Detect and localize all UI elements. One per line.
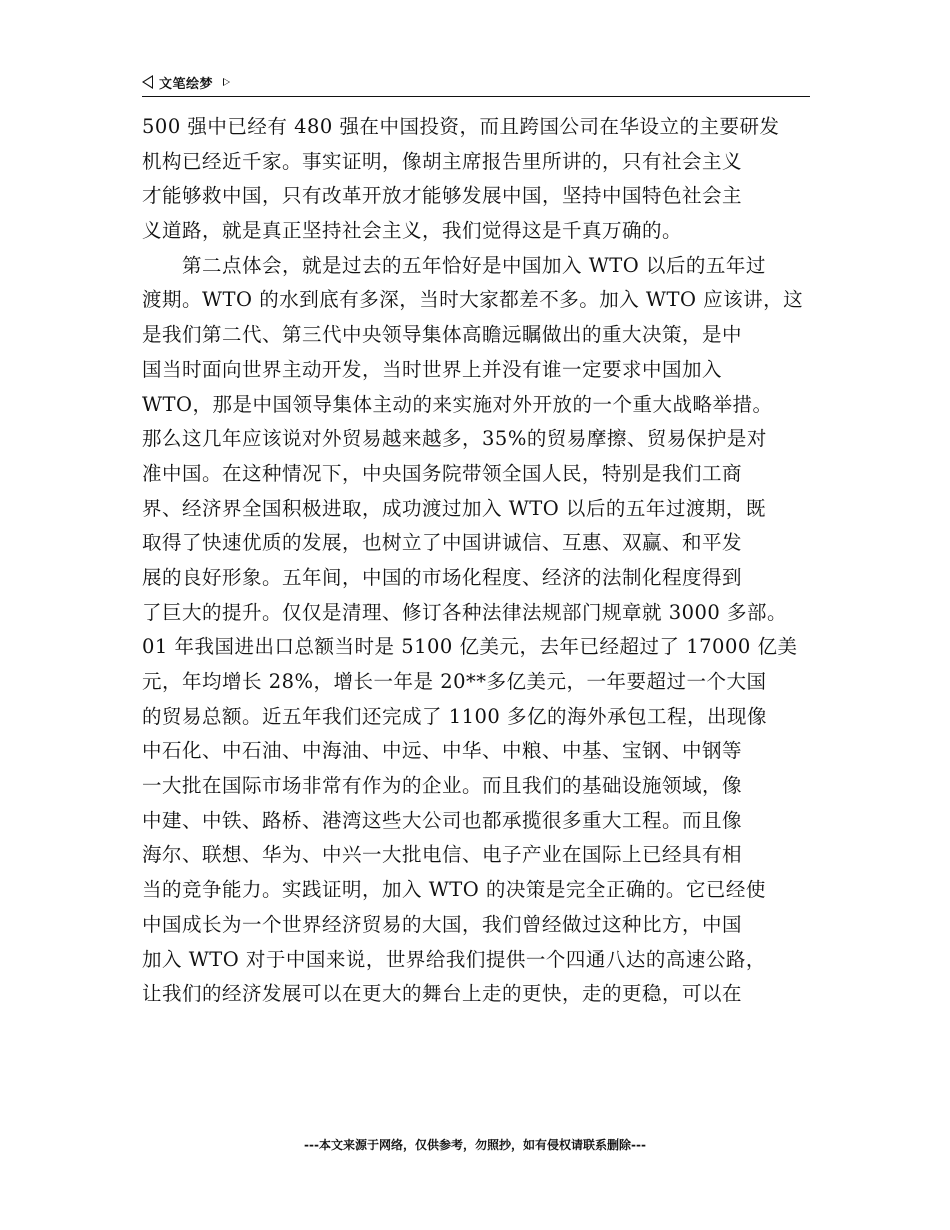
right-triangle-icon [223,78,230,86]
text-line: 海尔、联想、华为、中兴一大批电信、电子产业在国际上已经具有相 [142,843,743,867]
header-divider [142,96,810,97]
text-line: 取得了快速优质的发展，也树立了中国讲诚信、互惠、双赢、和平发 [142,531,743,555]
text-line: 机构已经近千家。事实证明，像胡主席报告里所讲的，只有社会主义 [142,149,743,173]
text-line: 了巨大的提升。仅仅是清理、修订各种法律法规部门规章就 3000 多部。 [142,600,788,624]
text-line: 才能够救中国，只有改革开放才能够发展中国，坚持中国特色社会主 [142,184,743,208]
text-line: 的贸易总额。近五年我们还完成了 1100 多亿的海外承包工程，出现像 [142,704,768,728]
text-line: 界、经济界全国积极进取，成功渡过加入 WTO 以后的五年过渡期，既 [142,496,766,520]
page-header [142,70,810,94]
text-line: WTO，那是中国领导集体主动的来实施对外开放的一个重大战略举措。 [142,392,773,416]
text-line: 加入 WTO 对于中国来说，世界给我们提供一个四通八达的高速公路， [142,947,766,971]
text-line: 元，年均增长 28%，增长一年是 20**多亿美元，一年要超过一个大国 [142,670,767,693]
text-line: 是我们第二代、第三代中央领导集体高瞻远瞩做出的重大决策，是中 [142,323,743,347]
text-line: 那么这几年应该说对外贸易越来越多，35%的贸易摩擦、贸易保护是对 [142,427,767,451]
text-line: 500 强中已经有 480 强在中国投资，而且跨国公司在华设立的主要研发 [142,115,780,138]
text-line: 一大批在国际市场非常有作为的企业。而且我们的基础设施领域，像 [142,774,743,798]
text-line: 中国成长为一个世界经济贸易的大国，我们曾经做过这种比方，中国 [142,912,743,936]
text-line: 01 年我国进出口总额当时是 5100 亿美元，去年已经超过了 17000 亿美 [142,635,798,659]
left-triangle-icon [142,75,153,89]
text-line: 义道路，就是真正坚持社会主义，我们觉得这是千真万确的。 [142,219,683,243]
text-line: 中石化、中石油、中海油、中远、中华、中粮、中基、宝钢、中钢等 [142,739,743,763]
text-line: 展的良好形象。五年间，中国的市场化程度、经济的法制化程度得到 [142,565,743,589]
text-line: 准中国。在这种情况下，中央国务院带领全国人民，特别是我们工商 [142,461,743,485]
header-title: 文笔绘梦 [159,76,214,92]
text-line: 让我们的经济发展可以在更大的舞台上走的更快，走的更稳，可以在 [142,982,743,1006]
text-line: 当的竞争能力。实践证明，加入 WTO 的决策是完全正确的。它已经使 [142,878,766,902]
body-text [142,110,818,1012]
text-line: 渡期。WTO 的水到底有多深，当时大家都差不多。加入 WTO 应该讲，这 [142,288,804,312]
text-line: 第二点体会，就是过去的五年恰好是中国加入 WTO 以后的五年过 [142,253,766,277]
text-line: 国当时面向世界主动开发，当时世界上并没有谁一定要求中国加入 [142,357,723,381]
text-line: 中建、中铁、路桥、港湾这些大公司也都承揽很多重大工程。而且像 [142,808,743,832]
page-footer: ---本文来源于网络，仅供参考，勿照抄，如有侵权请联系删除--- [304,1138,646,1152]
